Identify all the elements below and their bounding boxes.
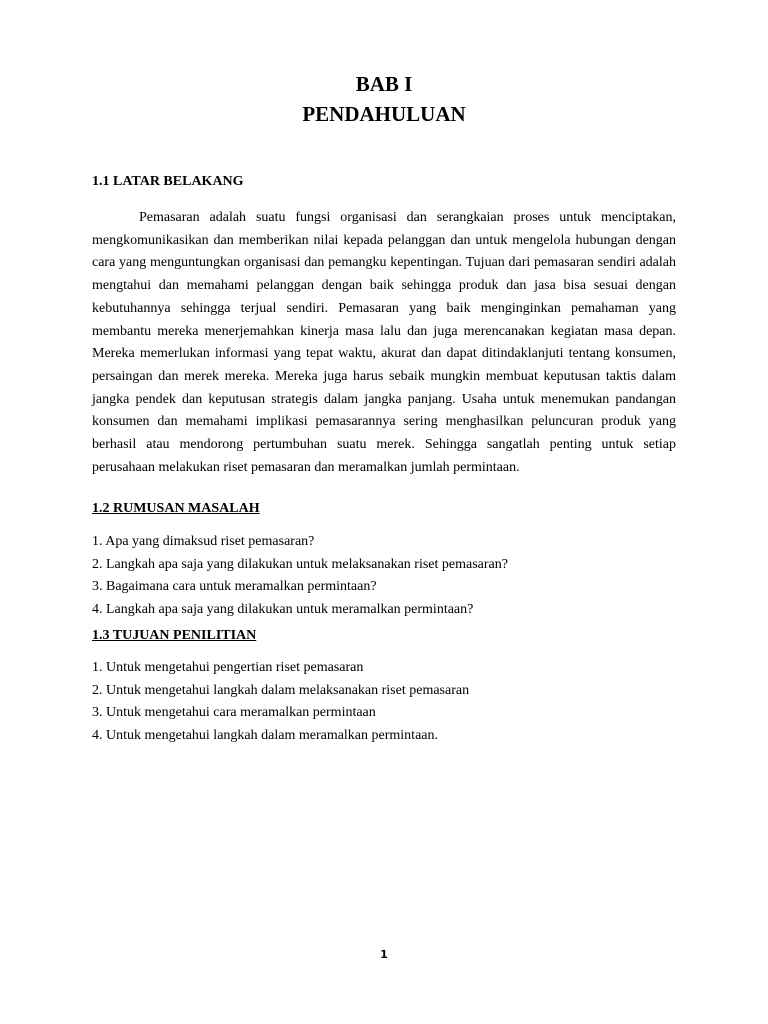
chapter-number: BAB I — [355, 72, 413, 96]
list-item: 2. Untuk mengetahui langkah dalam melaksanakan riset pemasaran — [92, 682, 470, 698]
section-heading-latar-belakang: 1.1 LATAR BELAKANG — [92, 174, 244, 189]
list-item: 3. Bagaimana cara untuk meramalkan permintaan? — [92, 579, 377, 595]
list-item: 4. Langkah apa saja yang dilakukan untuk meramalkan permintaan? — [92, 601, 474, 617]
section-heading-rumusan-masalah: 1.2 RUMUSAN MASALAH — [92, 501, 260, 516]
list-item: 4. Untuk mengetahui langkah dalam meramalkan permintaan. — [92, 727, 438, 743]
list-item: 3. Untuk mengetahui cara meramalkan permintaan — [92, 705, 376, 721]
page-number: 1 — [380, 948, 388, 961]
list-item: 1. Untuk mengetahui pengertian riset pemasaran — [92, 660, 364, 675]
list-item: 1. Apa yang dimaksud riset pemasaran? — [92, 534, 315, 549]
tujuan-penilitian-list — [92, 657, 676, 747]
list-item: 2. Langkah apa saja yang dilakukan untuk melaksanakan riset pemasaran? — [92, 556, 508, 572]
chapter-title: PENDAHULUAN — [302, 102, 466, 126]
rumusan-masalah-list — [92, 531, 676, 621]
latar-belakang-paragraph: Pemasaran adalah suatu fungsi organisasi dan serangkaian proses untuk menciptakan, mengkomunikasikan dan memberikan nilai kepada pelanggan dan untuk mengelola hubungan dengan cara yang menguntungkan organisasi dan pemangku kepentingan. Tujuan dari pemasaran sendiri adalah mengtahui dan memahami pelanggan dengan baik sehingga produk dan jasa bisa sesuai dengan kebutuhannya sehingga terjual sendiri. Pemasaran yang baik menginginkan pemahaman yang membantu mereka menerjemahkan kinerja masa lalu dan juga merencanakan kegiatan masa depan. Mereka memerlukan informasi yang tepat waktu, akurat dan dapat ditindaklanjuti tentang konsumen, persaingan dan merek mereka. Mereka juga harus sebaik mungkin membuat keputusan taktis dalam jangka pendek dan keputusan strategis dalam jangka panjang. Usaha untuk menemukan pandangan konsumen dan memahami implikasi pemasarannya sering menghasilkan peluncuran produk yang berhasil atau mendorong pertumbuhan suatu merek. Sehingga sangatlah penting untuk setiap perusahaan melakukan riset pemasaran dan meramalkan jumlah permintaan. — [92, 210, 676, 475]
section-heading-tujuan-penilitian: 1.3 TUJUAN PENILITIAN — [92, 628, 257, 643]
